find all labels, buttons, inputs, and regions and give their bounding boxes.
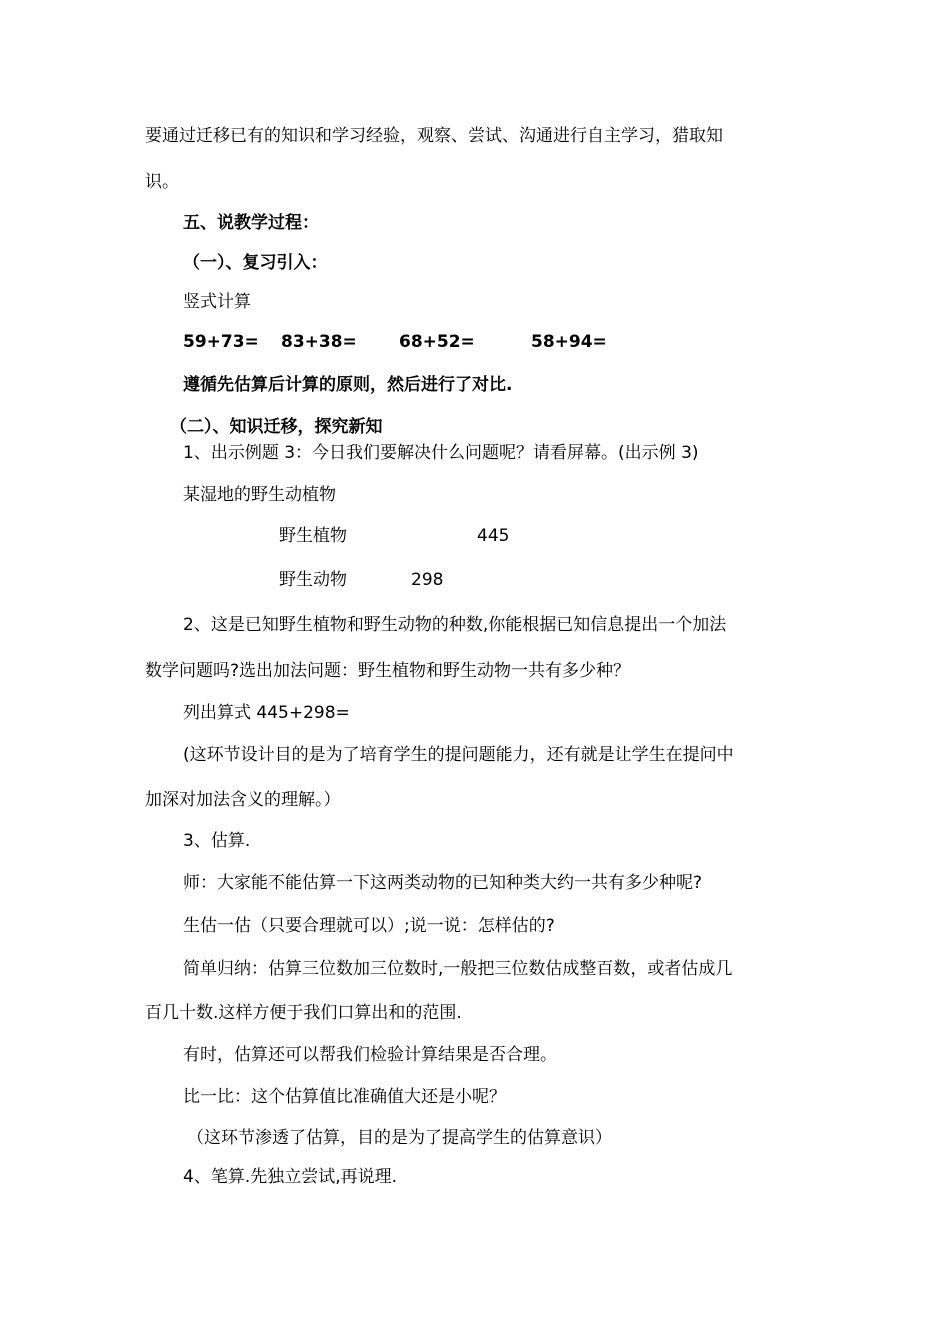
table-row-1-name: 野生植物 [279, 526, 347, 546]
summary-line-2: 百几十数.这样方便于我们口算出和的范围. [145, 1003, 462, 1023]
principle-text: 遵循先估算后计算的原则，然后进行了对比. [183, 375, 513, 395]
purpose-2-text: （这环节渗透了估算，目的是为了提高学生的估算意识） [187, 1128, 612, 1148]
summary-line-1: 简单归纳：估算三位数加三位数时,一般把三位数估成整百数，或者估成几 [183, 959, 733, 979]
step-2-line-1: 2、这是已知野生植物和野生动物的种数,你能根据已知信息提出一个加法 [183, 615, 727, 635]
table-row-2-name: 野生动物 [279, 570, 347, 590]
intro-line-1: 要通过迁移已有的知识和学习经验，观察、尝试、沟通进行自主学习，猎取知 [145, 126, 723, 146]
equation-1: 59+73= [183, 332, 259, 352]
equation-2: 83+38= [281, 332, 357, 352]
compare-text: 比一比：这个估算值比准确值大还是小呢？ [183, 1087, 506, 1107]
table-row-2-value: 298 [411, 570, 444, 590]
formula-text: 列出算式 445+298= [183, 703, 350, 723]
purpose-1-line-2: 加深对加法含义的理解。） [145, 790, 341, 810]
table-caption: 某湿地的野生动植物 [183, 485, 336, 505]
equation-3: 68+52= [399, 332, 475, 352]
intro-line-2: 识。 [145, 172, 179, 192]
part-2-title: （二）、知识迁移，探究新知 [170, 417, 383, 437]
teacher-question: 师：大家能不能估算一下这两类动物的已知种类大约一共有多少种呢? [183, 873, 703, 893]
student-response: 生估一估（只要合理就可以）;说一说：怎样估的? [183, 916, 555, 936]
check-text: 有时，估算还可以帮我们检验计算结果是否合理。 [183, 1045, 557, 1065]
part-1-title: （一）、复习引入： [183, 253, 328, 273]
section-5-title: 五、说教学过程： [183, 213, 319, 233]
equation-4: 58+94= [531, 332, 607, 352]
step-1-text: 1、出示例题 3：今日我们要解决什么问题呢？请看屏幕。(出示例 3) [183, 443, 699, 463]
step-3-text: 3、估算. [183, 831, 251, 851]
purpose-1-line-1: (这环节设计目的是为了培育学生的提问题能力，还有就是让学生在提问中 [183, 745, 734, 765]
step-4-text: 4、笔算.先独立尝试,再说理. [183, 1167, 398, 1187]
vertical-calc-label: 竖式计算 [183, 292, 251, 312]
step-2-line-2: 数学问题吗?选出加法问题：野生植物和野生动物一共有多少种？ [145, 661, 631, 681]
table-row-1-value: 445 [477, 526, 510, 546]
